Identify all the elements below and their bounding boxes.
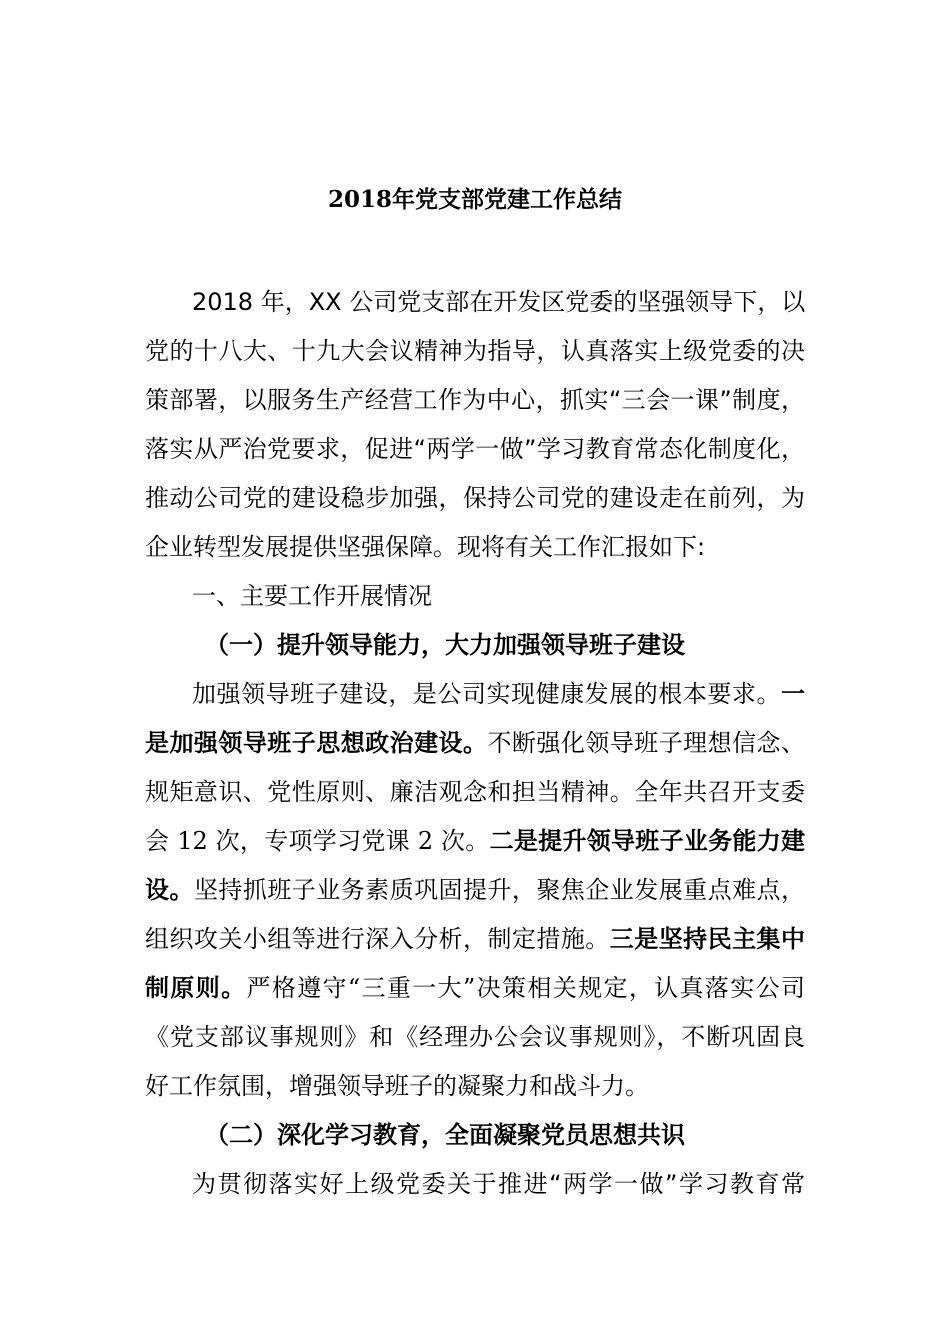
paragraph-line (145, 674, 805, 723)
text-run: 加强领导班子建设，是公司实现健康发展的根本要求。 (192, 680, 781, 708)
section-heading: 一、主要工作开展情况 (192, 582, 432, 610)
intro-paragraph (145, 282, 805, 576)
paragraph-line (145, 821, 805, 870)
bold-text-run: 制原则。 (145, 973, 247, 1002)
intro-line: 落实从严治党要求，促进“两学一做”学习教育常态化制度化， (145, 435, 805, 463)
paragraph-line (145, 870, 805, 919)
intro-line: 推动公司党的建设稳步加强，保持公司党的建设走在前列，为 (145, 484, 805, 512)
text-run: 严格遵守“三重一大”决策相关规定，认真落实公司 (246, 974, 805, 1002)
intro-line: 党的十八大、十九大会议精神为指导，认真落实上级党委的决 (145, 337, 805, 365)
intro-line: 2018 年，XX 公司党支部在开发区党委的坚强领导下，以 (192, 288, 805, 316)
bold-text-run: 一 (781, 679, 805, 708)
document-title: 2018年党支部党建工作总结 (327, 186, 622, 213)
text-run: 好工作氛围，增强领导班子的凝聚力和战斗力。 (145, 1072, 649, 1100)
bold-text-run: 三是坚持民主集中 (609, 924, 805, 953)
subsection-paragraph (145, 674, 805, 1115)
text-run: 规矩意识、党性原则、廉洁观念和担当精神。全年共召开支委 (145, 778, 805, 806)
text-run: 《党支部议事规则》和《经理办公会议事规则》，不断巩固良 (145, 1023, 805, 1051)
intro-line: 企业转型发展提供坚强保障。现将有关工作汇报如下: (145, 533, 706, 561)
bold-text-run: 二是提升领导班子业务能力建 (489, 826, 805, 855)
paragraph-line (145, 723, 805, 772)
paragraph-line (145, 919, 805, 968)
intro-line: 策部署，以服务生产经营工作为中心，抓实“三会一课”制度， (145, 386, 805, 414)
paragraph-line (145, 968, 805, 1017)
paragraph-line: 为贯彻落实好上级党委关于推进“两学一做”学习教育常 (192, 1170, 805, 1198)
bold-text-run: 设。 (145, 875, 194, 904)
paragraph-line (145, 772, 805, 821)
text-run: 不断强化领导班子理想信念、 (487, 729, 805, 757)
paragraph-line (145, 1066, 805, 1115)
text-run: 会 12 次，专项学习党课 2 次。 (145, 827, 490, 855)
text-run: 坚持抓班子业务素质巩固提升，聚焦企业发展重点难点， (193, 876, 805, 904)
paragraph-line (145, 1017, 805, 1066)
text-run: 组织攻关小组等进行深入分析，制定措施。 (145, 925, 610, 953)
subsection-heading: （二）深化学习教育，全面凝聚党员思想共识 (205, 1121, 685, 1149)
document-body (145, 282, 805, 1213)
bold-text-run: 是加强领导班子思想政治建设。 (145, 728, 488, 757)
subsection-heading: （一）提升领导能力，大力加强领导班子建设 (205, 631, 685, 659)
